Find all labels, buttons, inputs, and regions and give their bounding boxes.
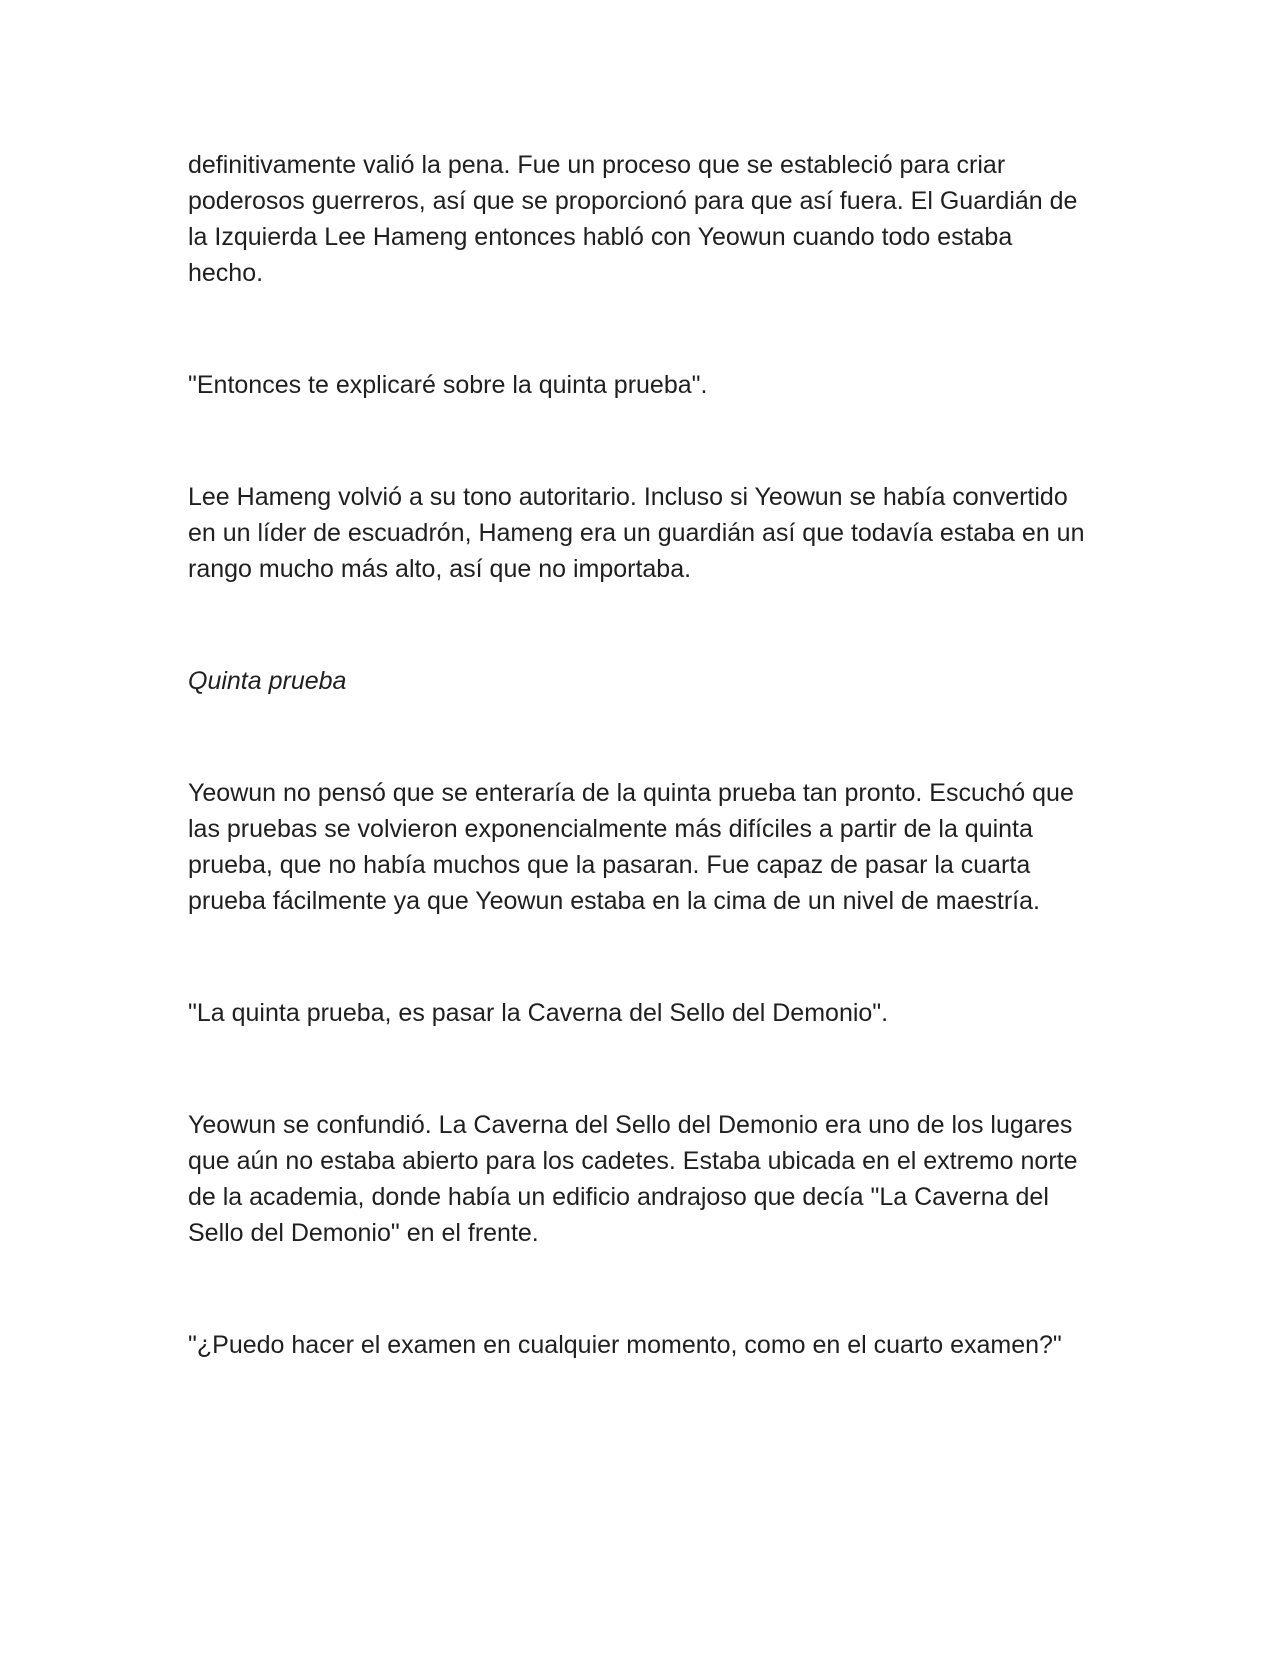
- paragraph-spacer: [188, 699, 1088, 775]
- paragraph-spacer: [188, 1251, 1088, 1327]
- paragraph-5: Yeowun no pensó que se enteraría de la quinta prueba tan pronto. Escuchó que las pruebas se volvieron exponencialmente más difíciles a partir de la quinta prueba, que no había muchos que la pasaran. Fue capaz de pasar la cuarta prueba fácilmente ya que Yeowun estaba en la cima de un nivel de maestría.: [188, 779, 1074, 915]
- paragraph-2-dialogue: "Entonces te explicaré sobre la quinta prueba".: [188, 371, 708, 399]
- paragraph-spacer: [188, 403, 1088, 479]
- document-body: [188, 147, 1088, 1363]
- paragraph-spacer: [188, 919, 1088, 995]
- paragraph-4-italic-heading: Quinta prueba: [188, 667, 347, 695]
- paragraph-spacer: [188, 587, 1088, 663]
- paragraph-7: Yeowun se confundió. La Caverna del Sello del Demonio era uno de los lugares que aún no estaba abierto para los cadetes. Estaba ubicada en el extremo norte de la academia, donde había un edificio andrajoso que decía "La Caverna del Sello del Demonio" en el frente.: [188, 1111, 1078, 1247]
- paragraph-1: definitivamente valió la pena. Fue un proceso que se estableció para criar poderosos guerreros, así que se proporcionó para que así fuera. El Guardián de la Izquierda Lee Hameng entonces habló con Yeowun cuando todo estaba hecho.: [188, 151, 1078, 287]
- paragraph-spacer: [188, 1031, 1088, 1107]
- paragraph-spacer: [188, 291, 1088, 367]
- paragraph-3: Lee Hameng volvió a su tono autoritario. Incluso si Yeowun se había convertido en un líder de escuadrón, Hameng era un guardián así que todavía estaba en un rango mucho más alto, así que no importaba.: [188, 483, 1085, 583]
- paragraph-6-dialogue: "La quinta prueba, es pasar la Caverna del Sello del Demonio".: [188, 999, 889, 1027]
- paragraph-8-dialogue: "¿Puedo hacer el examen en cualquier momento, como en el cuarto examen?": [188, 1331, 1062, 1359]
